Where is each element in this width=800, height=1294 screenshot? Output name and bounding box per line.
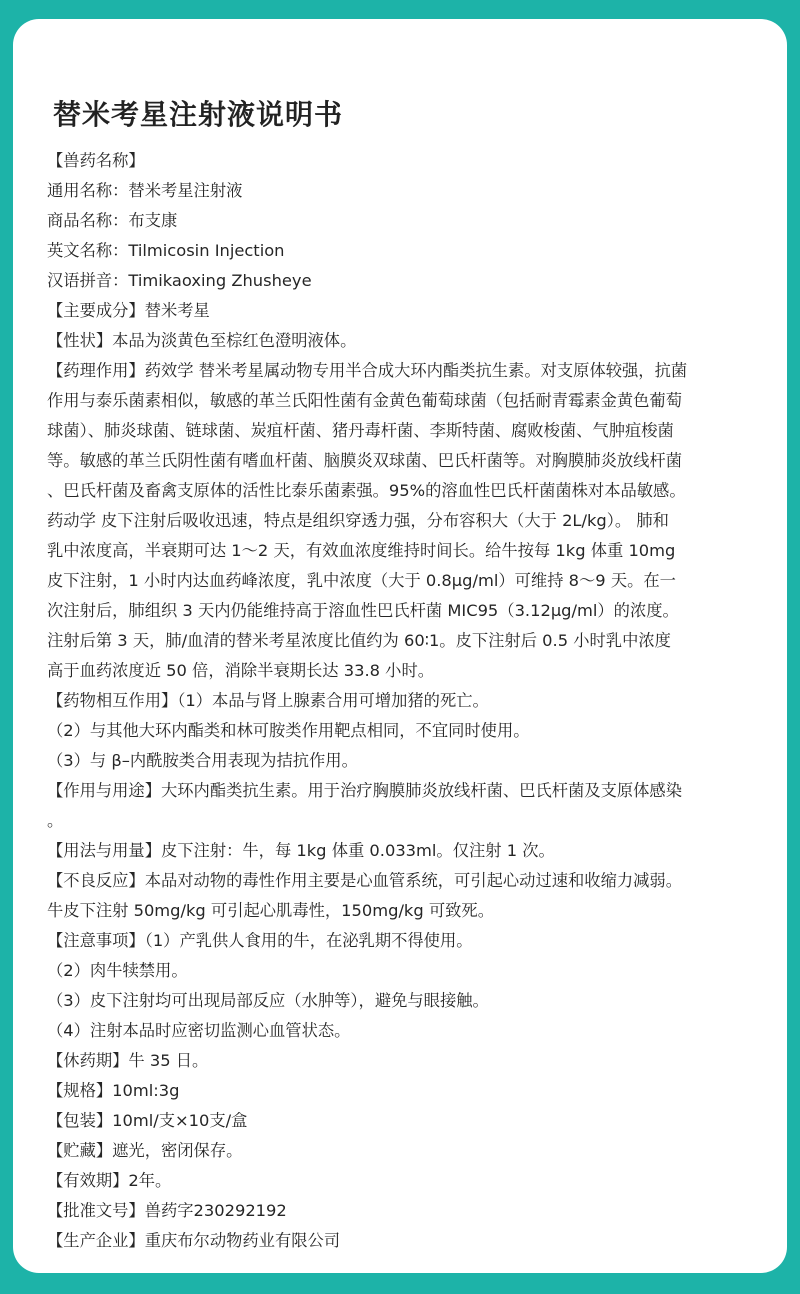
text-line: 药动学 皮下注射后吸收迅速，特点是组织穿透力强，分布容积大（大于 2L/kg）。 肺和	[47, 511, 669, 530]
text-line: 【有效期】2年。	[47, 1171, 172, 1190]
text-line: 【不良反应】本品对动物的毒性作用主要是心血管系统，可引起心动过速和收缩力减弱。	[47, 871, 682, 890]
text-line: 【包装】10ml/支×10支/盒	[47, 1111, 248, 1130]
text-line: 【药理作用】药效学 替米考星属动物专用半合成大环内酯类抗生素。对支原体较强，抗菌	[47, 361, 688, 380]
document-title: 替米考星注射液说明书	[53, 98, 344, 131]
text-line: 皮下注射，1 小时内达血药峰浓度，乳中浓度（大于 0.8μg/ml）可维持 8～9 天。在一	[47, 571, 676, 590]
text-line: 【药物相互作用】（1）本品与肾上腺素合用可增加猪的死亡。	[47, 691, 489, 710]
document-card	[13, 19, 787, 1273]
text-line: 商品名称：布支康	[47, 211, 178, 230]
text-line: 高于血药浓度近 50 倍，消除半衰期长达 33.8 小时。	[47, 661, 435, 680]
text-line: 【性状】本品为淡黄色至棕红色澄明液体。	[47, 331, 357, 350]
text-line: 【主要成分】替米考星	[47, 301, 210, 320]
text-line: （3）皮下注射均可出现局部反应（水肿等），避免与眼接触。	[47, 991, 489, 1010]
text-line: （2）与其他大环内酯类和林可胺类作用靶点相同，不宜同时使用。	[47, 721, 530, 740]
text-line: （2）肉牛犊禁用。	[47, 961, 188, 980]
text-line: 【休药期】牛 35 日。	[47, 1051, 209, 1070]
text-line: 球菌）、肺炎球菌、链球菌、炭疽杆菌、猪丹毒杆菌、李斯特菌、腐败梭菌、气肿疽梭菌	[47, 421, 674, 440]
text-line: 通用名称：替米考星注射液	[47, 181, 243, 200]
text-line: 次注射后，肺组织 3 天内仍能维持高于溶血性巴氏杆菌 MIC95（3.12μg/ml）的浓度。	[47, 601, 679, 620]
text-line: 英文名称：Tilmicosin Injection	[47, 241, 285, 260]
text-line: （3）与 β–内酰胺类合用表现为拮抗作用。	[47, 751, 358, 770]
text-line: 汉语拼音：Timikaoxing Zhusheye	[47, 271, 312, 290]
text-line: 【用法与用量】皮下注射：牛，每 1kg 体重 0.033ml。仅注射 1 次。	[47, 841, 555, 860]
text-line: 作用与泰乐菌素相似，敏感的革兰氏阳性菌有金黄色葡萄球菌（包括耐青霉素金黄色葡萄	[47, 391, 682, 410]
text-line: 乳中浓度高，半衰期可达 1～2 天，有效血浓度维持时间长。给牛按每 1kg 体重 10mg	[47, 541, 676, 560]
text-line: 。	[47, 811, 64, 830]
text-line: 【规格】10ml:3g	[47, 1081, 180, 1100]
text-line: （4）注射本品时应密切监测心血管状态。	[47, 1021, 351, 1040]
text-line: 【兽药名称】	[47, 151, 145, 170]
text-line: 【作用与用途】大环内酯类抗生素。用于治疗胸膜肺炎放线杆菌、巴氏杆菌及支原体感染	[47, 781, 682, 800]
text-line: 【生产企业】重庆布尔动物药业有限公司	[47, 1231, 341, 1250]
text-line: 【注意事项】（1）产乳供人食用的牛，在泌乳期不得使用。	[47, 931, 473, 950]
text-line: 注射后第 3 天，肺/血清的替米考星浓度比值约为 60∶1。皮下注射后 0.5 小时乳中浓度	[47, 631, 671, 650]
text-line: 牛皮下注射 50mg/kg 可引起心肌毒性，150mg/kg 可致死。	[47, 901, 494, 920]
text-line: 、巴氏杆菌及畜禽支原体的活性比泰乐菌素强。95%的溶血性巴氏杆菌菌株对本品敏感。	[47, 481, 686, 500]
document-body	[47, 146, 765, 1256]
text-line: 【贮藏】遮光，密闭保存。	[47, 1141, 243, 1160]
text-line: 等。敏感的革兰氏阴性菌有嗜血杆菌、脑膜炎双球菌、巴氏杆菌等。对胸膜肺炎放线杆菌	[47, 451, 682, 470]
text-line: 【批准文号】兽药字230292192	[47, 1201, 287, 1220]
